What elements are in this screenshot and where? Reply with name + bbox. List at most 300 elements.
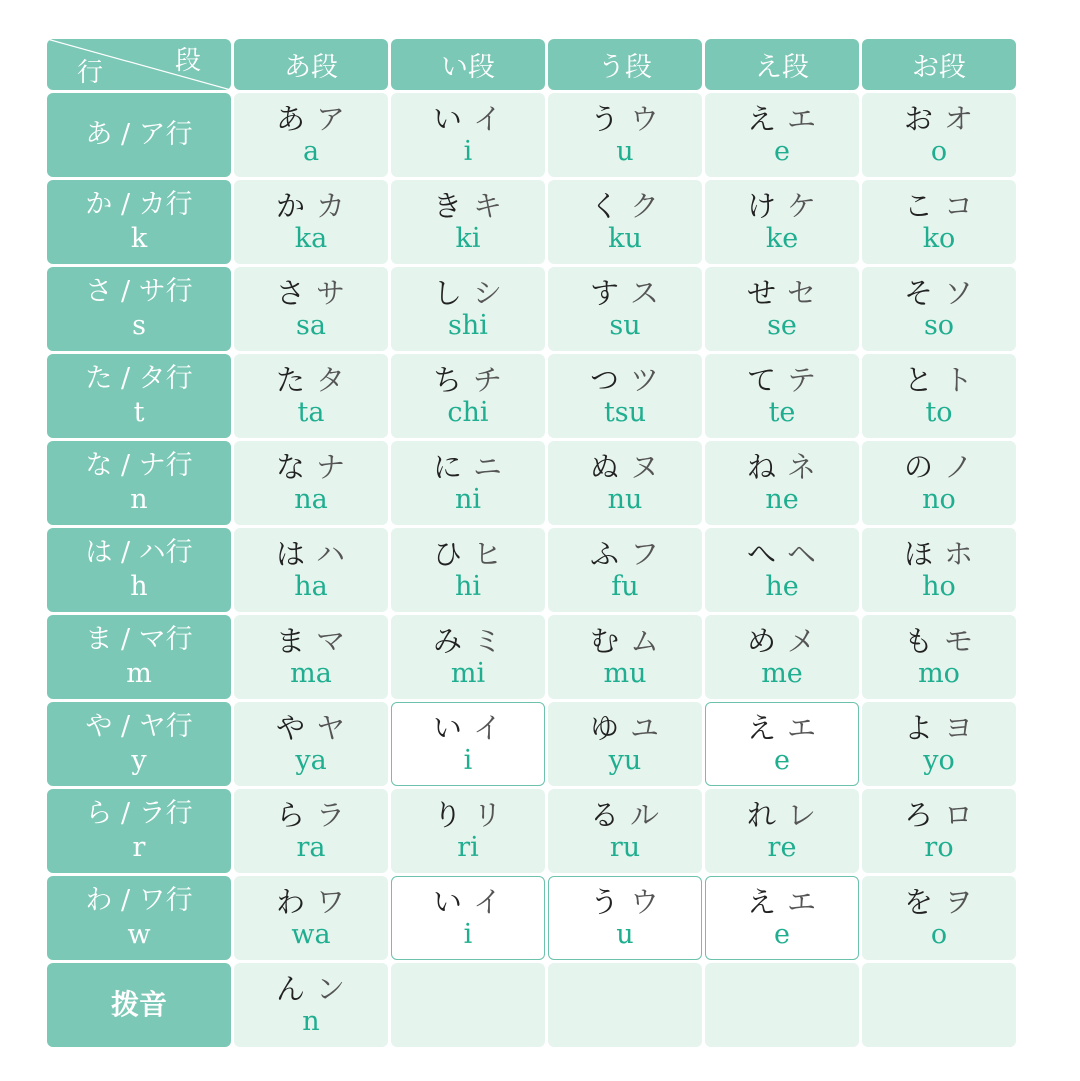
romaji: yu [608,745,642,776]
column-header: あ段 [234,39,388,90]
romaji: no [922,484,956,515]
katakana: ケ [787,189,818,223]
kana-cell [862,789,1016,873]
kana-pair [276,363,346,397]
romaji: ha [294,571,328,602]
kana-pair [747,624,817,658]
katakana: チ [473,363,504,397]
kana-cell [391,354,545,438]
katakana: ネ [787,450,818,484]
corner-dan-label: 段 [174,46,201,76]
hiragana: せ [746,276,777,310]
kana-pair [904,102,974,136]
katakana: ハ [316,537,347,571]
kana-cell [548,180,702,264]
hiragana: う [589,102,620,136]
hiragana: こ [903,189,934,223]
romaji: hi [454,571,482,602]
kana-pair [590,363,660,397]
romaji: i [463,136,473,167]
kana-pair [276,885,346,919]
kana-pair [590,276,660,310]
row-romaji: k [130,223,148,254]
kana-pair [904,624,974,658]
kana-cell [234,93,388,177]
romaji: ra [296,832,326,863]
hiragana: い [432,102,463,136]
kana-cell [391,702,545,786]
row-romaji: n [130,484,148,515]
kana-pair [433,189,503,223]
romaji: mi [450,658,486,689]
kana-cell [234,528,388,612]
kana-pair [433,885,503,919]
hiragana: し [432,276,463,310]
row-header [47,615,231,699]
katakana: サ [316,276,347,310]
katakana: ナ [316,450,347,484]
hiragana: め [746,624,777,658]
row-label: は / ハ行 [85,537,193,568]
romaji: ki [455,223,481,254]
kana-cell [705,93,859,177]
katakana: ヌ [630,450,661,484]
romaji: ka [294,223,328,254]
hiragana: す [589,276,620,310]
hiragana: の [903,450,934,484]
empty-cell [705,963,859,1047]
romaji: ru [609,832,641,863]
kana-cell [234,615,388,699]
hiragana: は [275,537,306,571]
kana-pair [904,450,974,484]
row-label: な / ナ行 [85,450,193,481]
hiragana: わ [275,885,306,919]
kana-cell [705,789,859,873]
row-label: や / ヤ行 [85,711,193,742]
row-romaji: m [126,658,152,689]
hiragana: あ [275,102,306,136]
hiragana: ろ [903,798,934,832]
hiragana: け [746,189,777,223]
row-header [47,441,231,525]
kana-cell [391,789,545,873]
kana-pair [433,276,503,310]
kana-pair [904,711,974,745]
kana-pair [276,798,346,832]
hiragana: へ [746,537,777,571]
kana-pair [590,102,660,136]
hiragana: ま [275,624,306,658]
kana-pair [276,972,346,1006]
romaji: shi [448,310,488,341]
romaji: o [930,136,948,167]
row-label: ま / マ行 [85,624,193,655]
romaji: u [616,919,634,950]
row-romaji: r [132,832,146,863]
katakana: セ [787,276,818,310]
hiragana: く [589,189,620,223]
romaji: ke [765,223,799,254]
hiragana: と [903,363,934,397]
kana-cell [234,963,388,1047]
romaji: ne [765,484,799,515]
kana-cell [705,876,859,960]
kana-cell [705,354,859,438]
hiragana: て [746,363,777,397]
kana-pair [590,798,660,832]
katakana: ニ [473,450,504,484]
romaji: ku [608,223,642,254]
row-header [47,354,231,438]
katakana: ラ [316,798,347,832]
diagonal-divider [47,39,231,90]
romaji: to [925,397,953,428]
hiragana: う [589,885,620,919]
kana-pair [590,450,660,484]
katakana: フ [630,537,661,571]
romaji: ma [290,658,332,689]
romaji: he [765,571,799,602]
romaji: u [616,136,634,167]
kana-cell [391,180,545,264]
hiragana: い [432,885,463,919]
hiragana: ふ [589,537,620,571]
kana-cell [862,876,1016,960]
katakana: タ [316,363,347,397]
katakana: ウ [630,102,661,136]
kana-pair [590,624,660,658]
katakana: ユ [630,711,661,745]
hiragana: る [589,798,620,832]
hiragana: を [903,885,934,919]
romaji: ko [922,223,956,254]
hiragana: え [746,885,777,919]
romaji: ni [454,484,482,515]
katakana: メ [787,624,818,658]
katakana: シ [473,276,504,310]
katakana: ア [316,102,347,136]
kana-pair [747,450,817,484]
hiragana: れ [746,798,777,832]
romaji: wa [291,919,331,950]
kana-cell [862,93,1016,177]
romaji: ri [457,832,479,863]
katakana: ロ [944,798,975,832]
romaji: yo [923,745,955,776]
kana-pair [433,798,503,832]
row-romaji: h [130,571,148,602]
empty-cell [548,963,702,1047]
romaji: ya [295,745,327,776]
kana-pair [747,885,817,919]
hiragana: ら [275,798,306,832]
row-header [47,93,231,177]
kana-cell [234,702,388,786]
romaji: o [930,919,948,950]
hiragana: も [903,624,934,658]
kana-cell [548,789,702,873]
row-romaji: t [133,397,145,428]
katakana: リ [473,798,504,832]
katakana: テ [787,363,818,397]
hiragana: よ [903,711,934,745]
kana-cell [862,441,1016,525]
romaji: so [923,310,955,341]
hiragana: さ [275,276,306,310]
kana-pair [747,102,817,136]
kana-cell [862,615,1016,699]
kana-pair [904,363,974,397]
row-header [47,702,231,786]
kana-pair [747,276,817,310]
katakana: ス [630,276,661,310]
hiragana: ひ [432,537,463,571]
hiragana: や [275,711,306,745]
katakana: ミ [473,624,504,658]
row-label: わ / ワ行 [85,885,193,916]
kana-cell [862,267,1016,351]
hiragana: ち [432,363,463,397]
kana-cell [862,354,1016,438]
kana-pair [276,450,346,484]
kana-cell [234,267,388,351]
katakana: イ [473,102,504,136]
column-header: う段 [548,39,702,90]
kana-cell [391,267,545,351]
kana-pair [276,102,346,136]
katakana: ホ [944,537,975,571]
katakana: ヨ [944,711,975,745]
hiragana: ん [275,972,306,1006]
kana-pair [904,885,974,919]
romaji: i [463,745,473,776]
kana-cell [391,528,545,612]
row-label: 拨音 [110,988,167,1021]
kana-cell [705,702,859,786]
row-romaji: s [132,310,146,341]
kana-pair [276,276,346,310]
kana-cell [705,267,859,351]
kana-cell [391,876,545,960]
hiragana: ぬ [589,450,620,484]
romaji: chi [447,397,489,428]
katakana: イ [473,711,504,745]
kana-pair [433,450,503,484]
kana-cell [234,441,388,525]
katakana: ル [630,798,661,832]
katakana: ヤ [316,711,347,745]
katakana: エ [787,885,818,919]
kana-cell [391,93,545,177]
kana-cell [548,93,702,177]
kana-pair [276,189,346,223]
kana-cell [234,354,388,438]
katakana: ウ [630,885,661,919]
katakana: ツ [630,363,661,397]
romaji: e [774,919,790,950]
kana-cell [548,615,702,699]
kana-pair [590,537,660,571]
romaji: e [774,745,790,776]
kana-cell [862,702,1016,786]
column-header: い段 [391,39,545,90]
katakana: ヲ [944,885,975,919]
row-label: あ / ア行 [85,119,193,150]
kana-pair [747,711,817,745]
katakana: コ [944,189,975,223]
kana-pair [433,102,503,136]
romaji: nu [607,484,643,515]
kana-pair [747,363,817,397]
kana-cell [705,528,859,612]
hiragana: む [589,624,620,658]
katakana: ワ [316,885,347,919]
kana-pair [747,798,817,832]
katakana: ト [944,363,975,397]
katakana: ム [630,624,661,658]
row-label: か / カ行 [85,189,193,220]
romaji: ta [297,397,325,428]
kana-pair [276,711,346,745]
row-romaji: y [131,745,147,776]
katakana: イ [473,885,504,919]
katakana: カ [316,189,347,223]
hiragana: つ [589,363,620,397]
row-header [47,267,231,351]
kana-pair [433,363,503,397]
column-header: お段 [862,39,1016,90]
corner-header [47,39,231,90]
row-label: ら / ラ行 [85,798,193,829]
row-header [47,963,231,1047]
katakana: ヘ [787,537,818,571]
romaji: ho [922,571,956,602]
romaji: se [767,310,797,341]
hiragana: ね [746,450,777,484]
romaji: a [302,136,320,167]
romaji: i [463,919,473,950]
hiragana: に [432,450,463,484]
romaji: mo [918,658,960,689]
hiragana: き [432,189,463,223]
kana-pair [433,537,503,571]
kana-cell [705,615,859,699]
row-header [47,528,231,612]
hiragana: み [432,624,463,658]
kana-pair [904,189,974,223]
kana-cell [548,876,702,960]
romaji: e [774,136,790,167]
kana-cell [862,180,1016,264]
kana-pair [904,276,974,310]
empty-cell [862,963,1016,1047]
kana-pair [433,624,503,658]
row-header [47,180,231,264]
hiragana: ゆ [589,711,620,745]
kana-cell [705,441,859,525]
hiragana: り [432,798,463,832]
row-header [47,876,231,960]
katakana: ノ [944,450,975,484]
row-label: た / タ行 [85,363,193,394]
katakana: キ [473,189,504,223]
kana-table [47,39,1016,1047]
hiragana: え [746,711,777,745]
hiragana: ほ [903,537,934,571]
katakana: レ [787,798,818,832]
kana-cell [705,180,859,264]
romaji: su [609,310,641,341]
hiragana: い [432,711,463,745]
column-header: え段 [705,39,859,90]
romaji: mu [603,658,647,689]
kana-cell [548,528,702,612]
katakana: エ [787,711,818,745]
romaji: ro [924,832,954,863]
kana-cell [234,789,388,873]
romaji: fu [611,571,639,602]
kana-cell [548,354,702,438]
row-header [47,789,231,873]
katakana: オ [944,102,975,136]
katakana: エ [787,102,818,136]
katakana: ヒ [473,537,504,571]
row-romaji: w [127,919,151,950]
corner-gyou-label: 行 [77,58,104,88]
kana-pair [590,189,660,223]
kana-pair [590,711,660,745]
romaji: re [767,832,797,863]
kana-pair [904,798,974,832]
hiragana: そ [903,276,934,310]
hiragana: お [903,102,934,136]
empty-cell [391,963,545,1047]
romaji: tsu [603,397,647,428]
kana-pair [904,537,974,571]
kana-cell [234,180,388,264]
kana-pair [747,537,817,571]
hiragana: か [275,189,306,223]
kana-cell [862,528,1016,612]
katakana: ク [630,189,661,223]
kana-pair [590,885,660,919]
kana-cell [234,876,388,960]
kana-cell [391,615,545,699]
kana-cell [548,702,702,786]
hiragana: た [275,363,306,397]
row-label: さ / サ行 [85,276,193,307]
kana-cell [391,441,545,525]
romaji: na [294,484,328,515]
katakana: モ [944,624,975,658]
kana-pair [747,189,817,223]
romaji: te [768,397,796,428]
romaji: sa [296,310,326,341]
romaji: me [761,658,803,689]
kana-pair [276,624,346,658]
katakana: ン [316,972,347,1006]
hiragana: え [746,102,777,136]
kana-cell [548,441,702,525]
kana-pair [433,711,503,745]
katakana: ソ [944,276,975,310]
hiragana: な [275,450,306,484]
kana-cell [548,267,702,351]
katakana: マ [316,624,347,658]
romaji: n [302,1006,320,1037]
kana-pair [276,537,346,571]
